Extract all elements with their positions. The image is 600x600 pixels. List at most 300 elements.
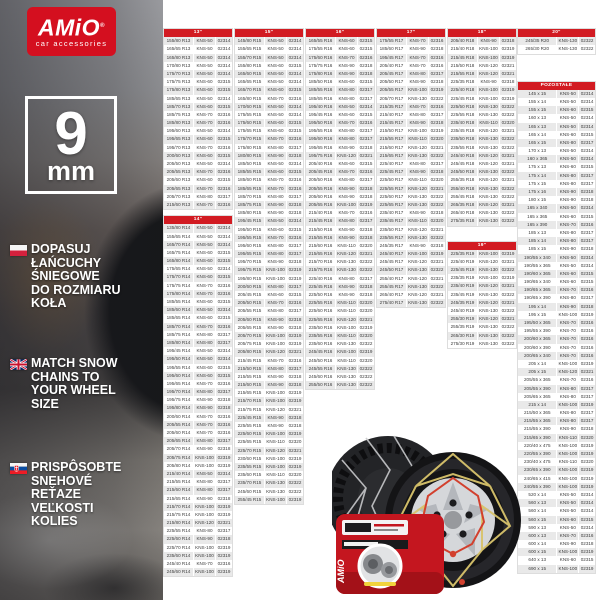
tire-size-cell: 215/45 R15 [235,357,265,365]
table-row [164,119,232,127]
table-row [164,176,232,184]
tire-size-cell: 215/60 R14 [164,486,194,494]
product-code-cell: 02316 [288,357,302,363]
product-code-cell: 02322 [359,365,373,371]
tire-size-cell: 200/65 x 340 [518,352,557,360]
tire-size-cell: 235/55 R16 [306,332,336,340]
chain-model-cell: KNS-70 [265,176,287,184]
chain-model-cell: KNS-80 [265,283,287,291]
tire-size-cell: 185/75 R13 [164,111,194,119]
chain-model-cell: KNS-100 [336,348,358,356]
product-code-cell: 02321 [430,259,444,265]
product-code-cell: 02319 [288,275,302,281]
tire-size-cell: 185/55 R16 [306,86,336,94]
product-code-cell: 02318 [217,397,231,403]
chain-model-cell: KNS-100 [557,360,579,368]
table-row [164,396,232,404]
table-row [518,45,595,53]
tire-size-cell: 205/55 R17 [377,86,407,94]
product-code-cell: 02316 [217,290,231,296]
table-row [518,98,595,106]
chain-model-cell: KNS-50 [194,355,216,363]
chain-model-cell: KNS-60 [557,106,579,114]
tire-size-cell: 225/35 R19 [448,250,478,258]
chain-model-cell: KNS-80 [336,217,358,225]
tire-size-cell: 195 x 14 [518,303,557,311]
table-row [518,254,595,262]
table-row [448,193,516,201]
table-row [448,176,516,184]
table-row [306,373,374,381]
chain-model-cell: KNS-100 [478,54,500,62]
chain-model-cell: KNS-50 [557,90,579,98]
product-code-cell: 02319 [288,496,302,502]
tire-size-cell: 225/55 R17 [377,185,407,193]
chain-model-cell: KNS-90 [336,234,358,242]
product-code-cell: 02321 [430,226,444,232]
tire-size-cell: 205/75 R14 [164,454,194,462]
product-code-cell: 02322 [580,38,594,44]
chain-model-cell: KNS-70 [194,413,216,421]
table-row [518,237,595,245]
chain-model-cell: KNS-70 [557,327,579,335]
chain-model-cell: KNS-110 [407,135,429,143]
chain-model-cell: KNS-130 [407,234,429,242]
table-row [164,560,232,568]
product-code-cell: 02315 [217,372,231,378]
table-row [377,275,445,283]
tire-size-cell: 640 x 13 [518,556,557,564]
product-code-cell: 02319 [580,401,594,407]
tire-size-cell: 235/55 R15 [235,463,265,471]
chain-model-cell: KNS-130 [478,193,500,201]
table-row [377,291,445,299]
chain-model-cell: KNS-50 [265,70,287,78]
chain-model-cell: KNS-100 [265,275,287,283]
tire-size-cell: 185/65 R16 [306,95,336,103]
chain-model-cell: KNS-50 [194,233,216,241]
chain-model-cell: KNS-50 [557,499,579,507]
chain-model-cell: KNS-70 [557,319,579,327]
table-row [518,450,595,458]
product-code-cell: 02314 [217,470,231,476]
tire-size-cell: 225/40 R16 [306,275,336,283]
tire-size-cell: 175/55 R17 [377,37,407,45]
tire-size-cell: 195/60 R14 [164,372,194,380]
table-row [518,245,595,253]
table-row [235,217,303,225]
product-code-cell: 02315 [217,315,231,321]
tire-size-cell: 215/35 R17 [377,103,407,111]
product-code-cell: 02314 [217,348,231,354]
product-code-cell: 02319 [580,549,594,555]
table-row [164,470,232,478]
chain-model-cell: KNS-70 [407,54,429,62]
chain-model-cell: KNS-70 [557,344,579,352]
product-code-cell: 02316 [217,201,231,207]
tire-size-cell: 245/60 R16 [306,373,336,381]
table-row [377,62,445,70]
tire-size-cell: 215/40 R14 [164,470,194,478]
table-row [377,103,445,111]
chain-model-cell: KNS-100 [265,340,287,348]
chain-model-cell: KNS-60 [265,291,287,299]
tire-size-cell: 275/40 R17 [377,299,407,307]
tire-size-cell: 215/75 R16 [306,266,336,274]
product-code-cell: 02318 [288,382,302,388]
chain-model-cell: KNS-80 [557,237,579,245]
table-row [518,172,595,180]
chain-model-cell: KNS-80 [194,339,216,347]
tire-size-cell: 215/55 R18 [448,70,478,78]
chain-model-cell: KNS-100 [557,548,579,556]
tire-size-cell: 255/35 R19 [448,323,478,331]
table-row [235,463,303,471]
table-row [164,282,232,290]
table-row [235,78,303,86]
product-code-cell: 02316 [217,169,231,175]
chain-model-cell: KNS-60 [194,314,216,322]
product-code-cell: 02314 [288,103,302,109]
product-code-cell: 02322 [501,169,515,175]
chain-model-cell: KNS-110 [336,299,358,307]
tire-size-cell: 215/75 R15 [235,406,265,414]
chain-model-cell: KNS-70 [336,168,358,176]
size-group-header: 14" [164,216,232,224]
tire-size-cell: 245/40 R14 [164,560,194,568]
tire-size-cell: 165 x 13 [518,123,557,131]
product-code-cell: 02315 [359,79,373,85]
table-row [306,119,374,127]
tire-size-cell: 170 x 13 [518,147,557,155]
chain-model-cell: KNS-70 [557,376,579,384]
product-code-cell: 02314 [580,90,594,96]
tire-size-cell: 215/55 R17 [377,135,407,143]
product-code-cell: 02315 [217,364,231,370]
chain-model-cell: KNS-50 [265,45,287,53]
chain-model-cell: KNS-60 [265,62,287,70]
chain-model-cell: KNS-70 [557,352,579,360]
product-code-cell: 02318 [430,79,444,85]
tire-size-cell: 180/80 R15 [235,152,265,160]
product-code-cell: 02319 [359,201,373,207]
tire-size-cell: 235/55 R18 [448,144,478,152]
chain-model-cell: KNS-120 [478,201,500,209]
table-row [306,176,374,184]
product-code-cell: 02319 [430,87,444,93]
product-code-cell: 02316 [580,377,594,383]
chain-model-cell: KNS-70 [557,532,579,540]
tire-size-cell: 195/55 R15 [235,234,265,242]
product-code-cell: 02320 [580,459,594,465]
chain-model-cell: KNS-100 [265,266,287,274]
chain-model-cell: KNS-80 [194,486,216,494]
tire-size-cell: 175/70 R15 [235,135,265,143]
chain-model-cell: KNS-50 [557,98,579,106]
size-group-header: 13" [164,29,232,37]
product-code-cell: 02318 [288,152,302,158]
product-code-cell: 02317 [580,393,594,399]
tire-size-cell: 195/45 R15 [235,217,265,225]
chain-model-cell: KNS-100 [265,463,287,471]
table-row [518,385,595,393]
product-code-cell: 02322 [359,341,373,347]
tire-size-cell: 215/60 R17 [377,144,407,152]
tire-size-cell: 225/45 R17 [377,168,407,176]
product-code-cell: 02319 [217,503,231,509]
product-code-cell: 02317 [217,193,231,199]
chain-model-cell: KNS-90 [336,283,358,291]
product-code-cell: 02314 [288,79,302,85]
chain-model-cell: KNS-130 [478,217,500,225]
tire-size-cell: 175/80 R16 [306,70,336,78]
tire-size-cell: 225/65 R16 [306,316,336,324]
product-code-cell: 02314 [217,70,231,76]
table-row [164,527,232,535]
tire-size-cell: 225/60 R14 [164,535,194,543]
product-code-cell: 02322 [430,300,444,306]
chain-model-cell: KNS-80 [336,176,358,184]
product-code-cell: 02322 [501,210,515,216]
chain-model-cell: KNS-50 [194,45,216,53]
tire-size-cell: 225/70 R15 [235,447,265,455]
chain-model-cell: KNS-70 [557,221,579,229]
chain-model-cell: KNS-90 [265,152,287,160]
chain-model-cell: KNS-120 [478,176,500,184]
table-row [164,445,232,453]
tire-size-cell: 235/55 R17 [377,234,407,242]
product-code-cell: 02316 [580,352,594,358]
tire-size-cell: 215/50 R16 [306,226,336,234]
chain-model-cell: KNS-90 [194,396,216,404]
product-code-cell: 02317 [580,172,594,178]
product-code-cell: 02321 [501,152,515,158]
product-code-cell: 02314 [580,148,594,154]
tire-size-cell: 215/45 R16 [306,217,336,225]
product-code-cell: 02322 [430,283,444,289]
table-row [518,548,595,556]
tire-size-cell: 195/65 R14 [164,380,194,388]
tire-size-cell: 235/70 R15 [235,479,265,487]
table-row [235,348,303,356]
product-code-cell: 02321 [501,283,515,289]
tire-size-cell: 560 x 13 [518,499,557,507]
tire-size-cell: 225/40 R19 [448,258,478,266]
tire-size-cell: 215/45 R17 [377,119,407,127]
chain-model-cell: KNS-80 [194,478,216,486]
chain-model-cell: KNS-130 [478,266,500,274]
chain-model-cell: KNS-120 [336,316,358,324]
table-row [518,352,595,360]
tire-size-cell: 195/65 R16 [306,144,336,152]
table-row [448,258,516,266]
table-row [306,250,374,258]
tire-size-cell: 215/65 R15 [235,389,265,397]
product-code-cell: 02316 [288,300,302,306]
chain-model-cell: KNS-120 [407,226,429,234]
chain-model-cell: KNS-70 [407,62,429,70]
tire-size-cell: 185/55 R15 [235,168,265,176]
table-row [235,176,303,184]
chain-model-cell: KNS-110 [557,458,579,466]
chain-model-cell: KNS-80 [194,331,216,339]
chain-model-cell: KNS-110 [265,471,287,479]
table-row [235,275,303,283]
tire-size-cell: 185 x 13 [518,229,557,237]
tire-size-cell: 165 x 340 [518,204,557,212]
chain-model-cell: KNS-90 [336,62,358,70]
product-code-cell: 02316 [430,54,444,60]
table-row [377,119,445,127]
chain-model-cell: KNS-90 [336,193,358,201]
table-row [235,357,303,365]
chain-model-cell: KNS-80 [557,294,579,302]
product-code-cell: 02319 [359,324,373,330]
product-code-cell: 02322 [501,111,515,117]
product-code-cell: 02314 [217,266,231,272]
tire-size-cell: 185/60 R15 [235,176,265,184]
product-code-cell: 02314 [288,218,302,224]
table-row [518,532,595,540]
table-row [235,414,303,422]
table-row [164,544,232,552]
chain-model-cell: KNS-50 [557,204,579,212]
table-row [448,119,516,127]
product-code-cell: 02315 [580,131,594,137]
tire-size-cell: 245/55 R16 [306,365,336,373]
product-code-cell: 02315 [217,274,231,280]
table-row [306,307,374,315]
table-row [518,139,595,147]
tire-size-cell: 175 x 15 [518,180,557,188]
table-row [235,397,303,405]
table-row [164,201,232,209]
tire-size-cell: 265/30 R20 [518,45,557,53]
chain-model-cell: KNS-120 [478,62,500,70]
chain-model-cell: KNS-50 [194,306,216,314]
tire-size-cell: 215/55 R16 [306,234,336,242]
product-code-cell: 02315 [288,120,302,126]
chain-thickness-unit: mm [46,156,95,186]
tire-size-cell: 205/55 x 365 [518,376,557,384]
tire-size-cell: 245/40 R19 [448,307,478,315]
table-row [235,160,303,168]
chain-model-cell: KNS-50 [557,123,579,131]
table-row [377,283,445,291]
product-code-cell: 02322 [501,193,515,199]
chain-model-cell: KNS-130 [478,111,500,119]
tire-size-cell: 205/60 R16 [306,193,336,201]
product-code-cell: 02316 [288,95,302,101]
table-row [377,45,445,53]
chain-model-cell: KNS-70 [194,290,216,298]
product-code-cell: 02319 [217,569,231,575]
tire-size-cell: 175/80 R15 [235,144,265,152]
product-code-cell: 02319 [501,95,515,101]
chain-model-cell: KNS-80 [194,527,216,535]
chain-model-cell: KNS-80 [336,86,358,94]
table-row [518,401,595,409]
product-code-cell: 02321 [359,152,373,158]
table-row [448,299,516,307]
tire-size-cell: 215/50 x 365 [518,409,557,417]
product-code-cell: 02316 [580,328,594,334]
chain-model-cell: KNS-80 [557,172,579,180]
product-code-cell: 02318 [217,495,231,501]
product-code-cell: 02317 [217,528,231,534]
product-code-cell: 02319 [430,128,444,134]
product-code-cell: 02315 [580,270,594,276]
tire-size-cell: 205/70 R14 [164,445,194,453]
product-code-cell: 02316 [359,54,373,60]
table-row [518,163,595,171]
size-column-2 [305,28,375,390]
tire-size-cell: 160 x 13 [518,114,557,122]
tire-size-cell: 165/80 R14 [164,257,194,265]
product-code-cell: 02319 [580,483,594,489]
table-row [164,160,232,168]
chain-model-cell: KNS-100 [407,127,429,135]
tire-size-cell: 175/75 R13 [164,78,194,86]
tire-size-cell: 275/30 R19 [448,340,478,348]
table-row [235,332,303,340]
product-code-cell: 02314 [288,111,302,117]
table-row [306,193,374,201]
table-row [164,78,232,86]
product-code-cell: 02321 [501,70,515,76]
chain-model-cell: KNS-90 [407,119,429,127]
table-row [164,70,232,78]
tire-size-cell: 175/65 R15 [235,127,265,135]
chain-model-cell: KNS-80 [265,144,287,152]
product-code-cell: 02315 [217,79,231,85]
chain-model-cell: KNS-130 [407,152,429,160]
tire-size-cell: 195/65 R13 [164,135,194,143]
chain-model-cell: KNS-90 [265,258,287,266]
table-row [518,540,595,548]
tire-size-cell: 185/80 R15 [235,209,265,217]
chain-model-cell: KNS-100 [557,466,579,474]
tire-size-cell: 165/55 R16 [306,37,336,45]
chain-model-cell: KNS-100 [265,455,287,463]
product-code-cell: 02315 [217,152,231,158]
tire-size-cell: 155 x 15 [518,106,557,114]
product-code-cell: 02322 [501,332,515,338]
chain-model-cell: KNS-90 [265,373,287,381]
table-row [377,250,445,258]
chain-model-cell: KNS-110 [265,438,287,446]
tire-size-cell: 175/65 R14 [164,265,194,273]
tire-size-cell: 175/75 R14 [164,282,194,290]
product-code-cell: 02322 [288,488,302,494]
chain-model-cell: KNS-120 [557,368,579,376]
tire-size-cell: 215/70 R16 [306,258,336,266]
table-row [235,389,303,397]
product-code-cell: 02319 [217,544,231,550]
product-code-cell: 02317 [288,144,302,150]
size-section [376,28,446,308]
table-row [235,438,303,446]
product-code-cell: 02318 [430,242,444,248]
product-code-cell: 02319 [580,475,594,481]
product-code-cell: 02317 [288,251,302,257]
chain-model-cell: KNS-60 [265,86,287,94]
table-row [235,340,303,348]
chain-model-cell: KNS-50 [557,114,579,122]
tire-size-cell: 155/65 R14 [164,233,194,241]
product-code-cell: 02316 [580,320,594,325]
tire-size-cell: 225/55 R18 [448,111,478,119]
